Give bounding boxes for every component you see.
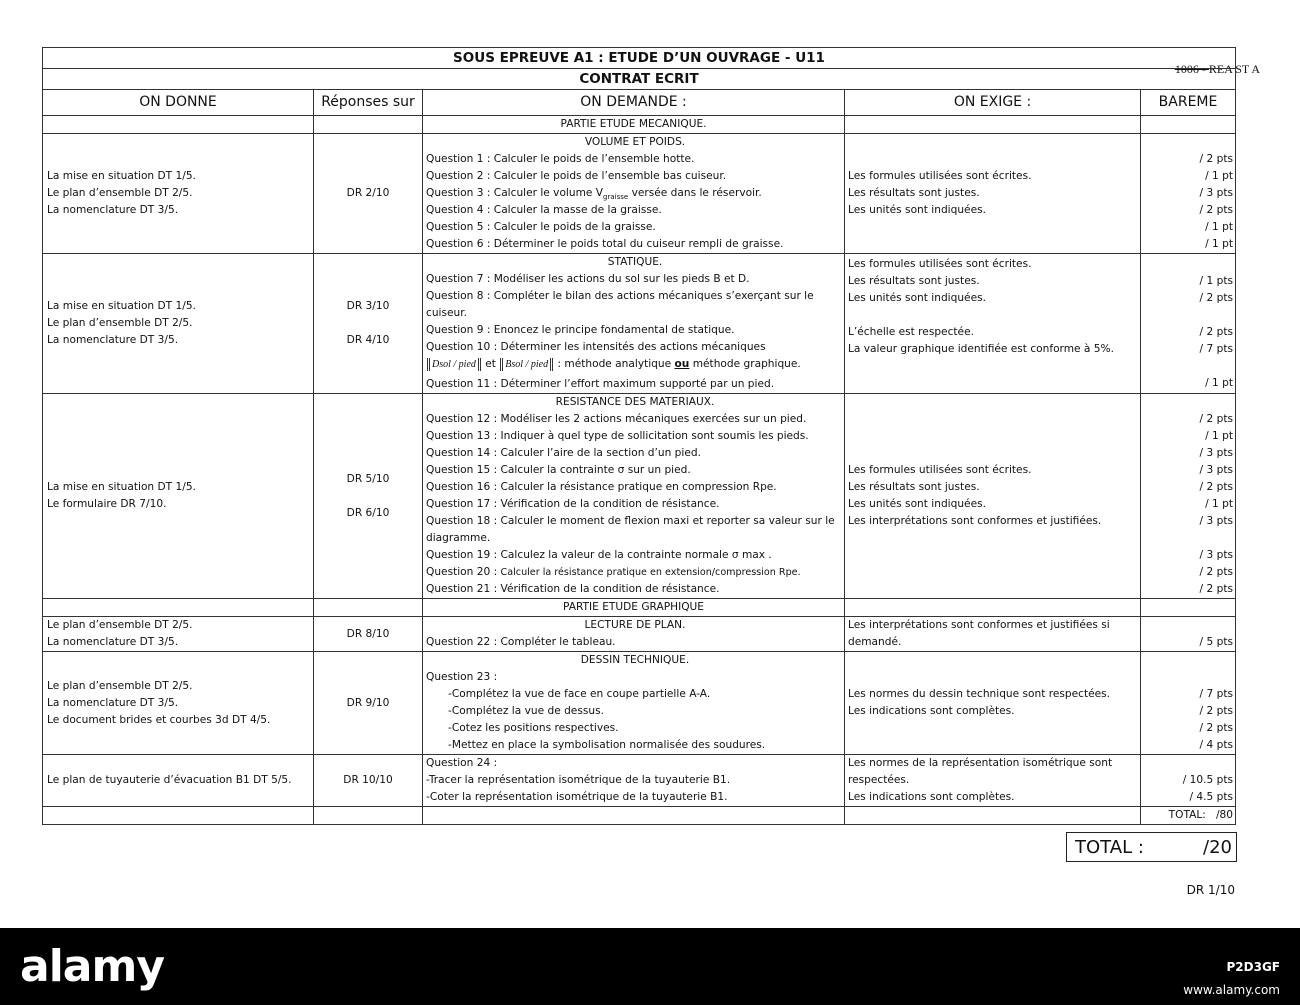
block-rdm — [43, 394, 1236, 599]
reference-code: REA ST A — [1208, 62, 1260, 76]
exige-item: Les normes de la représentation isométrique sont respectées. — [848, 757, 1113, 786]
bareme-value: / 1 pt — [1205, 430, 1233, 442]
question-item: -Coter la représentation isométrique de la tuyauterie B1. — [426, 791, 728, 803]
donne-item: Le plan de tuyauterie d’évacuation B1 DT 5/5. — [47, 774, 292, 786]
exige-item: Les indications sont complètes. — [848, 705, 1015, 717]
question: Question 8 : Compléter le bilan des actions mécaniques s’exerçant sur le cuiseur. — [426, 290, 814, 319]
section-graphique: PARTIE ETUDE GRAPHIQUE — [423, 599, 845, 617]
bareme-value: / 3 pts — [1199, 187, 1233, 199]
total-label: TOTAL: — [1168, 809, 1206, 821]
question: Question 1 : Calculer le poids de l’ensemble hotte. — [426, 153, 695, 165]
vector-dsol: Dsol / pied — [427, 358, 481, 371]
bareme-value: / 2 pts — [1199, 413, 1233, 425]
donne-item: Le plan d’ensemble DT 2/5. — [47, 619, 193, 631]
total-box-value: /20 — [1203, 836, 1232, 858]
total-value: /80 — [1215, 809, 1233, 821]
question-item: -Mettez en place la symbolisation normalisée des soudures. — [448, 739, 766, 751]
question: Question 12 : Modéliser les 2 actions mécaniques exercées sur un pied. — [426, 413, 807, 425]
question: Question 10 : Déterminer les intensités des actions mécaniques — [426, 341, 766, 353]
bareme-value: / 3 pts — [1199, 515, 1233, 527]
exige-item: Les formules utilisées sont écrites. — [848, 257, 1032, 270]
bareme-value: / 2 pts — [1199, 705, 1233, 717]
question-item: -Tracer la représentation isométrique de la tuyauterie B1. — [426, 774, 731, 786]
exige-item: Les interprétations sont conformes et justifiées si demandé. — [848, 619, 1110, 648]
question: Question 24 : — [426, 757, 498, 769]
bareme-value: / 2 pts — [1199, 722, 1233, 734]
bareme-value: / 1 pt — [1205, 170, 1233, 182]
reference-struck: 1006 - — [1174, 62, 1209, 76]
block-heading: VOLUME ET POIDS. — [584, 136, 686, 148]
question: Question 19 : Calculez la valeur de la contrainte normale σ max . — [426, 549, 772, 561]
reponse-dr: DR 3/10 — [346, 300, 390, 312]
question: Question 17 : Vérification de la condition de résistance. — [426, 498, 720, 510]
reponse-dr: DR 6/10 — [346, 506, 390, 519]
exige-item: Les résultats sont justes. — [848, 187, 980, 199]
question: Question 23 : — [426, 671, 498, 683]
watermark-logo: alamy — [20, 941, 164, 992]
bareme-value: / 5 pts — [1199, 636, 1233, 648]
question: Question 6 : Déterminer le poids total du cuiseur rempli de graisse. — [426, 238, 784, 250]
block-heading: DESSIN TECHNIQUE. — [580, 654, 690, 666]
donne-item: Le plan d’ensemble DT 2/5. — [47, 679, 193, 692]
donne-item: La nomenclature DT 3/5. — [47, 334, 179, 346]
donne-item: Le formulaire DR 7/10. — [47, 498, 167, 510]
exige-item: Les résultats sont justes. — [848, 274, 980, 287]
donne-item: La mise en situation DT 1/5. — [47, 170, 196, 182]
header-on-demande: ON DEMANDE : — [423, 90, 845, 116]
block-heading: LECTURE DE PLAN. — [584, 619, 686, 631]
reponse-dr: DR 4/10 — [346, 334, 390, 346]
bareme-value: / 2 pts — [1199, 291, 1233, 304]
page-number: DR 1/10 — [1186, 883, 1235, 897]
reponse-dr: DR 5/10 — [346, 472, 390, 485]
donne-item: La nomenclature DT 3/5. — [47, 204, 179, 216]
exige-item: Les résultats sont justes. — [848, 481, 980, 493]
contract-table — [42, 47, 1236, 825]
question: Question 15 : Calculer la contrainte σ sur un pied. — [426, 464, 691, 476]
total-box — [1066, 832, 1237, 862]
question: Question 16 : Calculer la résistance pratique en compression Rpe. — [426, 481, 777, 493]
question: Question 4 : Calculer la masse de la graisse. — [426, 204, 662, 216]
question: Question 22 : Compléter le tableau. — [426, 636, 616, 648]
donne-item: Le plan d’ensemble DT 2/5. — [47, 187, 193, 199]
exige-item: Les indications sont complètes. — [848, 791, 1015, 803]
bareme-value: / 2 pts — [1199, 583, 1233, 595]
reponse-dr: DR 8/10 — [314, 617, 423, 652]
question-item: -Cotez les positions respectives. — [448, 722, 619, 734]
bareme-value: / 1 pt — [1205, 221, 1233, 233]
bareme-value: / 4.5 pts — [1189, 791, 1233, 803]
total-row — [43, 807, 1236, 825]
block-tuyauterie — [43, 755, 1236, 807]
donne-item: La mise en situation DT 1/5. — [47, 481, 196, 493]
question: Question 5 : Calculer le poids de la graisse. — [426, 221, 656, 233]
block-heading: RESISTANCE DES MATERIAUX. — [555, 396, 715, 408]
bareme-value: / 3 pts — [1199, 464, 1233, 476]
vector-bsol: Bsol / pied — [500, 358, 553, 371]
question: Question 7 : Modéliser les actions du sol sur les pieds B et D. — [426, 273, 750, 285]
reponse-dr: DR 2/10 — [314, 134, 423, 254]
bareme-value: / 1 pts — [1199, 274, 1233, 287]
exige-item: L’échelle est respectée. — [848, 325, 974, 338]
watermark-band — [0, 928, 1300, 1005]
block-heading: STATIQUE. — [607, 256, 663, 268]
donne-item: La nomenclature DT 3/5. — [47, 696, 179, 709]
exige-item: Les unités sont indiquées. — [848, 204, 986, 216]
bareme-value: / 4 pts — [1199, 739, 1233, 751]
exige-item: Les formules utilisées sont écrites. — [848, 464, 1032, 476]
bareme-value: / 3 pts — [1199, 447, 1233, 459]
exige-item: Les normes du dessin technique sont respectées. — [848, 688, 1111, 700]
question: Question 13 : Indiquer à quel type de sollicitation sont soumis les pieds. — [426, 430, 809, 442]
bareme-value: / 10.5 pts — [1182, 774, 1233, 786]
bareme-value: / 2 pts — [1199, 153, 1233, 165]
contract-subtitle: CONTRAT ECRIT — [43, 69, 1236, 90]
header-row — [43, 90, 1236, 116]
donne-item: La nomenclature DT 3/5. — [47, 636, 179, 648]
exige-item: La valeur graphique identifiée est conforme à 5%. — [848, 342, 1114, 355]
bareme-value: / 2 pts — [1199, 481, 1233, 493]
exige-item: Les interprétations sont conformes et justifiées. — [848, 515, 1102, 527]
header-on-donne: ON DONNE — [43, 90, 314, 116]
block-dessin-technique — [43, 652, 1236, 755]
section-mecanique: PARTIE ETUDE MECANIQUE. — [423, 116, 845, 134]
donne-item: La mise en situation DT 1/5. — [47, 300, 196, 312]
donne-item: Le plan d’ensemble DT 2/5. — [47, 317, 193, 329]
question: Question 2 : Calculer le poids de l’ensemble bas cuiseur. — [426, 170, 727, 182]
bareme-value: / 2 pts — [1199, 566, 1233, 578]
question-item: -Complétez la vue de face en coupe partielle A-A. — [448, 688, 711, 700]
question: Question 20 : Calculer la résistance pratique en extension/compression Rpe. — [426, 566, 801, 578]
exige-item: Les unités sont indiquées. — [848, 291, 986, 304]
bareme-value: / 3 pts — [1199, 549, 1233, 561]
reponse-dr: DR 10/10 — [314, 755, 423, 807]
question: Question 21 : Vérification de la condition de résistance. — [426, 583, 720, 595]
block-volume-poids — [43, 134, 1236, 254]
question: Question 9 : Enoncez le principe fondamental de statique. — [426, 324, 735, 336]
reponse-dr: DR 9/10 — [314, 652, 423, 755]
bareme-value: / 1 pt — [1205, 238, 1233, 250]
bareme-value: / 1 pt — [1205, 498, 1233, 510]
exam-title: SOUS EPREUVE A1 : ETUDE D’UN OUVRAGE - U11 — [43, 48, 1236, 69]
bareme-value: / 1 pt — [1205, 376, 1233, 389]
exige-item: Les unités sont indiquées. — [848, 498, 986, 510]
question-item: -Complétez la vue de dessus. — [448, 705, 604, 717]
bareme-value: / 2 pts — [1199, 204, 1233, 216]
question: Question 18 : Calculer le moment de flexion maxi et reporter sa valeur sur le diagramme. — [426, 515, 835, 544]
header-on-exige: ON EXIGE : — [845, 90, 1141, 116]
question: Question 14 : Calculer l’aire de la section d’un pied. — [426, 447, 701, 459]
header-bareme: BAREME — [1141, 90, 1236, 116]
bareme-value: / 7 pts — [1199, 688, 1233, 700]
total-box-label: TOTAL : — [1075, 836, 1144, 858]
exige-item: Les formules utilisées sont écrites. — [848, 170, 1032, 182]
question: Question 3 : Calculer le volume $V_{graisse}$ versée dans le réservoir. — [426, 187, 762, 202]
question-vectors: Dsol / pied et Bsol / pied : méthode analytique ou méthode graphique. — [426, 356, 844, 376]
question: Question 11 : Déterminer l’effort maximum supporté par un pied. — [426, 378, 775, 390]
watermark-code: P2D3GF — [1226, 959, 1280, 974]
donne-item: Le document brides et courbes 3d DT 4/5. — [47, 713, 271, 726]
block-lecture-plan — [43, 617, 1236, 652]
header-reponses: Réponses sur — [314, 90, 423, 116]
watermark-url: www.alamy.com — [1183, 983, 1280, 997]
bareme-value: / 2 pts — [1199, 325, 1233, 338]
block-statique — [43, 254, 1236, 394]
bareme-value: / 7 pts — [1199, 342, 1233, 355]
